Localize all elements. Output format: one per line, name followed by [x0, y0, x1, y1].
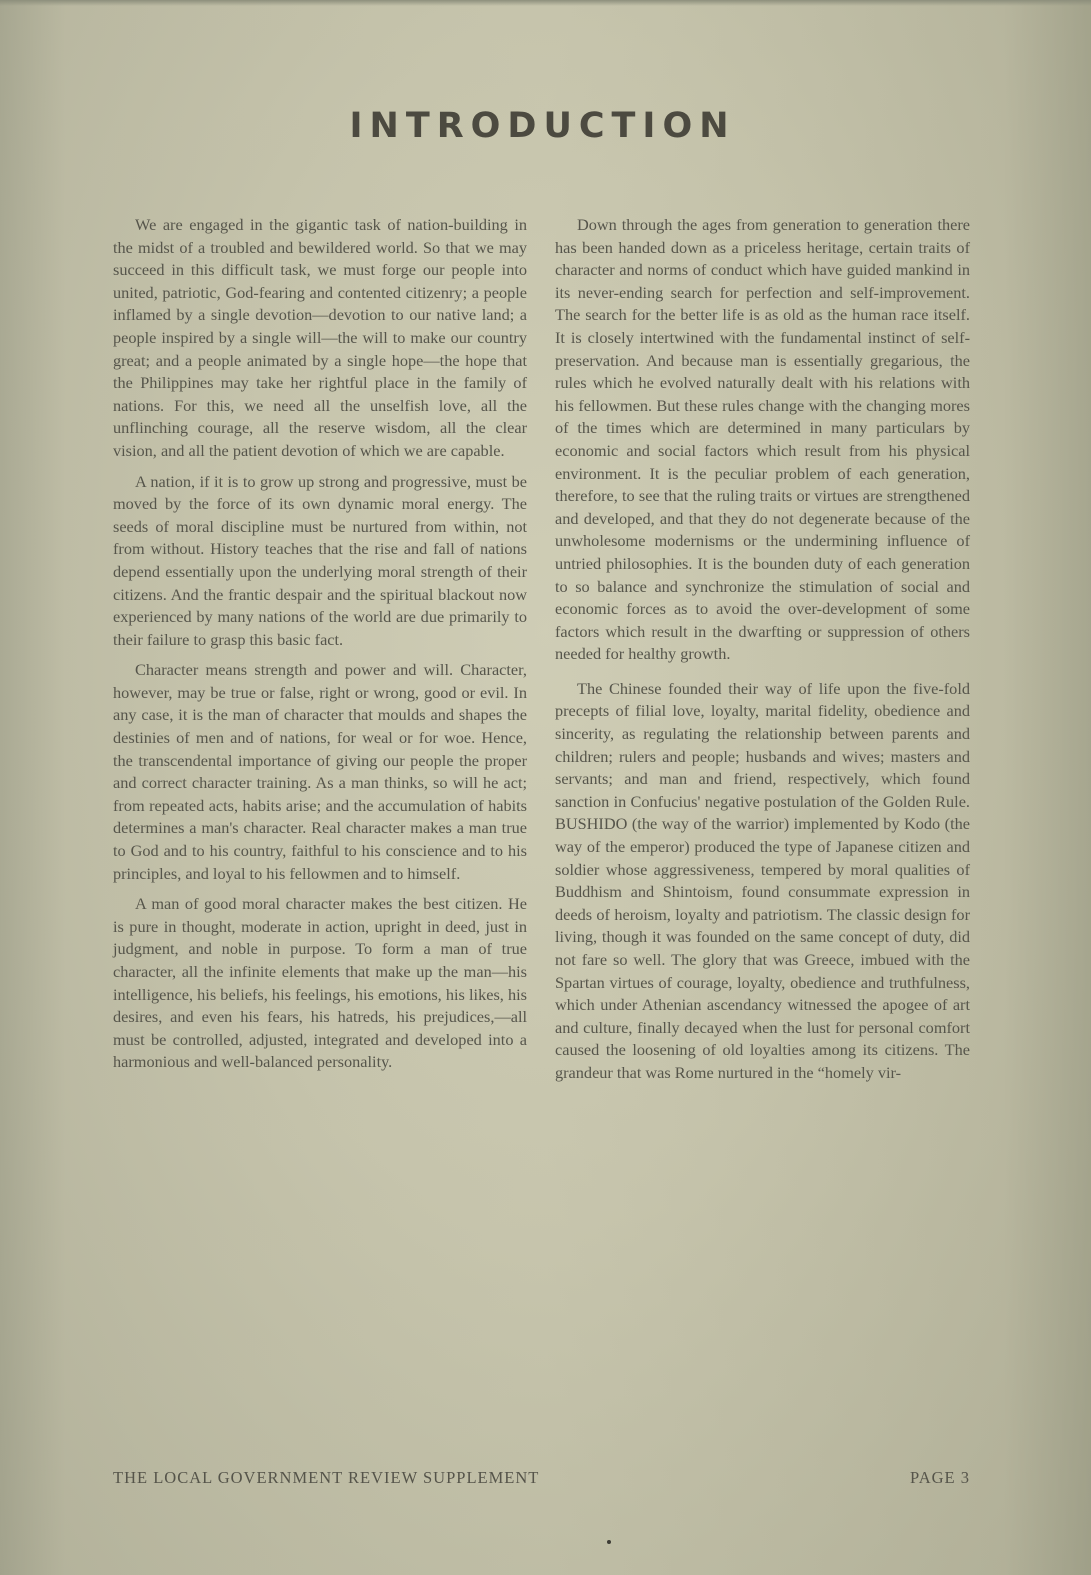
left-column	[113, 214, 527, 1082]
left-paragraph-1: We are engaged in the gigantic task of nation-building in the midst of a troubled and bewildered world. So that we may succeed in this difficult task, we must forge our people into united, patriotic, God-fearing and contented citizenry; a people inflamed by a single devotion—devotion to our native land; a people inspired by a single will—the will to make our country great; and a people animated by a single hope—the hope that the Philippines may take her rightful place in the family of nations. For this, we need all the unselfish love, all the unflinching courage, all the reserve wisdom, all the clear vision, and all the patient devotion of which we are capable.	[113, 215, 527, 460]
left-paragraph-2: A nation, if it is to grow up strong and progressive, must be moved by the force of its own dynamic moral energy. The seeds of moral discipline must be nurtured from within, not from without. History teaches that the rise and fall of nations depend essentially upon the underlying moral strength of their citizens. And the frantic despair and the spiritual blackout now experienced by many nations of the world are due primarily to their failure to grasp this basic fact.	[113, 471, 527, 649]
left-paragraph-4: A man of good moral character makes the best citizen. He is pure in thought, moderate in action, upright in deed, just in judgment, and noble in purpose. To form a man of true character, all the infinite elements that make up the man—his intelligence, his beliefs, his feelings, his emotions, his likes, his desires, and even his fears, his hatreds, his prejudices,—all must be controlled, adjusted, integrated and developed into a harmonious and well-balanced personality.	[113, 894, 527, 1072]
right-paragraph-2: The Chinese founded their way of life upon the five-fold precepts of filial love, loyalty, marital fidelity, obedience and sincerity, as regulating the relationship between parents and children; rulers and people; husbands and wives; masters and servants; and man and friend, respectively, which found sanction in Confucius' negative postulation of the Golden Rule. BUSHIDO (the way of the warrior) implemented by Kodo (the way of the emperor) produced the type of Japanese citizen and soldier whose aggressiveness, tempered by moral qualities of Buddhism and Shintoism, found consummate expression in deeds of heroism, loyalty and patriotism. The classic design for living, though it was founded on the same concept of duty, did not fare so well. The glory that was Greece, imbued with the Spartan virtues of courage, loyalty, obedience and truthfulness, which under Athenian ascendancy witnessed the apogee of art and culture, finally decayed when the lust for personal comfort caused the loosening of old loyalties among its citizens. The grandeur that was Rome nurtured in the “homely vir-	[555, 678, 970, 1082]
page-number: PAGE 3	[910, 1468, 970, 1487]
page-title: INTRODUCTION	[349, 106, 736, 146]
publication-name: THE LOCAL GOVERNMENT REVIEW SUPPLEMENT	[113, 1468, 540, 1487]
right-column	[555, 214, 970, 1093]
left-paragraph-3: Character means strength and power and will. Character, however, may be true or false, right or wrong, good or evil. In any case, it is the man of character that moulds and shapes the destinies of men and of nations, for weal or for woe. Hence, the transcendental importance of giving our people the proper and correct character training. As a man thinks, so will he act; from repeated acts, habits arise; and the accumulation of habits determines a man's character. Real character makes a man true to God and to his country, faithful to his conscience and to his principles, and loyal to his fellowmen and to himself.	[113, 660, 527, 883]
right-paragraph-1: Down through the ages from generation to generation there has been handed down as a priceless heritage, certain traits of character and norms of conduct which have guided mankind in its never-ending search for perfection and self-improvement. The search for the better life is as old as the human race itself. It is closely intertwined with the fundamental instinct of self-preservation. And because man is essentially gregarious, the rules which he evolved naturally dealt with his relations with his fellowmen. But these rules change with the changing mores of the times which are determined in many particulars by economic and social factors which result from his physical environment. It is the peculiar problem of each generation, therefore, to see that the ruling traits or virtues are strengthened and developed, and that they do not degenerate because of the unwholesome modernisms or the undermining influence of untried philosophies. It is the bounden duty of each generation to so balance and synchronize the stimulation of social and economic forces as to avoid the over-development of some factors which result in the dwarfting or suppression of others needed for healthy growth.	[555, 215, 970, 664]
page-edge-shadow	[0, 0, 1091, 6]
ink-speck	[607, 1540, 611, 1544]
